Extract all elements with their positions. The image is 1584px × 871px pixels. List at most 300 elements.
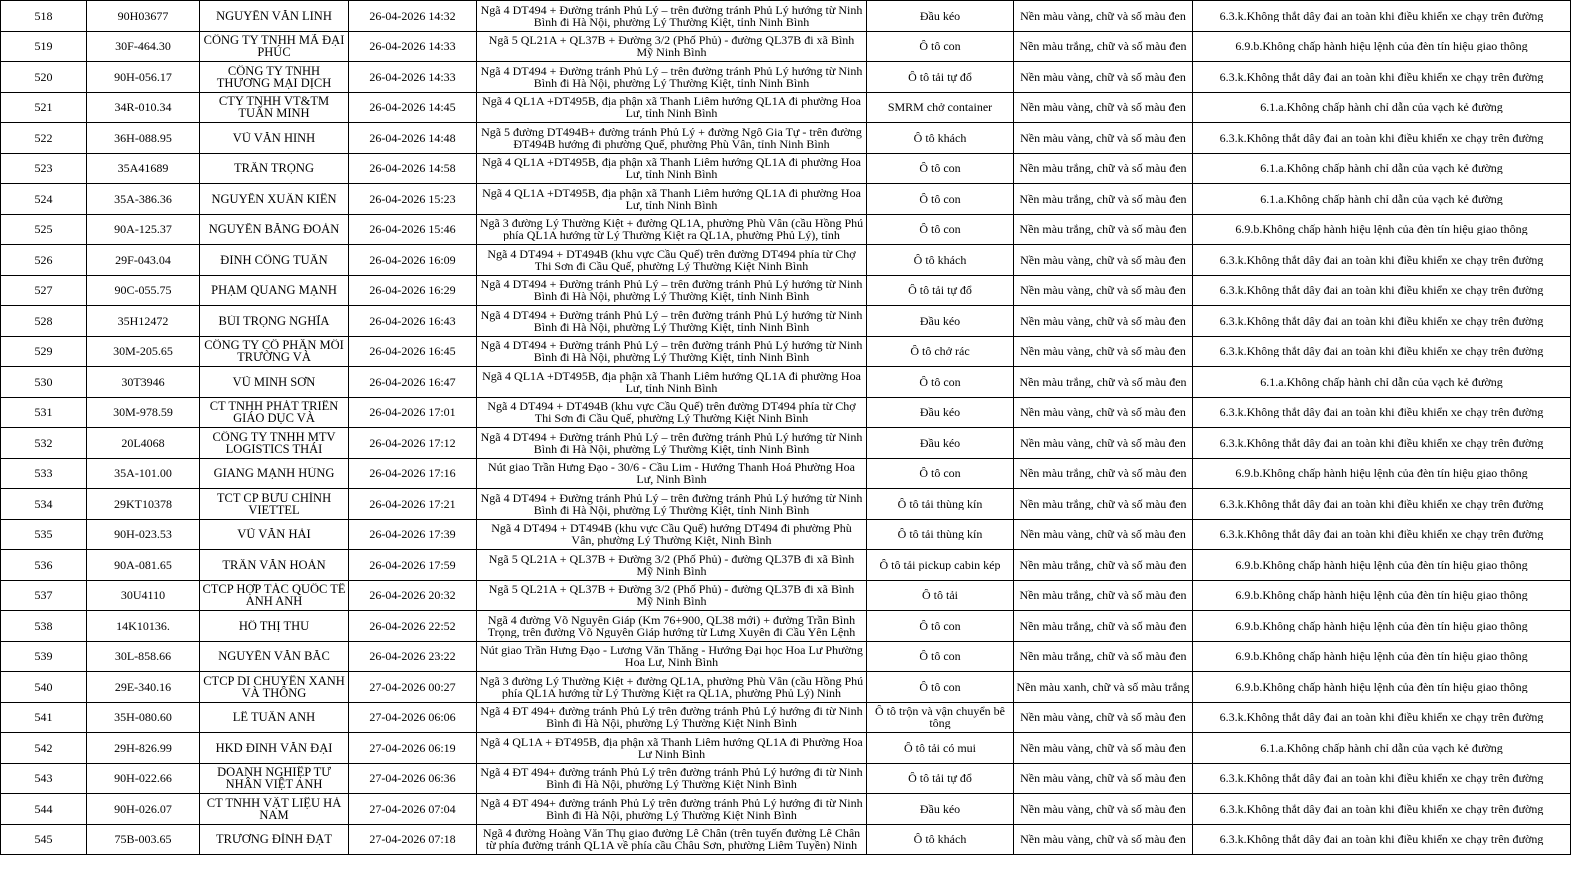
table-row — [1, 489, 1571, 520]
location-cell-text: Ngã 4 QL1A +DT495B, địa phận xã Thanh Liêm hướng QL1A đi phường Hoa Lư, tỉnh Ninh Bình — [482, 95, 861, 120]
plate-number-cell-text: 75B-003.65 — [114, 833, 172, 846]
plate-color-cell — [1014, 123, 1193, 154]
violation-cell-text: 6.9.b.Không chấp hành hiệu lệnh của đèn tín hiệu giao thông — [1235, 650, 1528, 663]
violation-time-cell-text: 26-04-2026 17:16 — [369, 467, 456, 480]
violation-time-cell — [349, 62, 477, 93]
violation-time-cell-text: 26-04-2026 17:59 — [369, 558, 456, 571]
location-cell — [477, 245, 867, 276]
row-number-cell — [1, 397, 87, 428]
violation-cell — [1193, 733, 1571, 764]
row-number-cell-text: 521 — [34, 101, 53, 114]
violation-time-cell — [349, 153, 477, 184]
violation-cell — [1193, 458, 1571, 489]
location-cell-text: Ngã 5 QL21A + QL37B + Đường 3/2 (Phố Phủ) - đường QL37B đi xã Bình Mỹ Ninh Bình — [488, 34, 855, 59]
vehicle-type-cell-text: Ô tô chở rác — [910, 345, 970, 358]
row-number-cell-text: 527 — [34, 284, 53, 297]
table-row — [1, 31, 1571, 62]
row-number-cell — [1, 428, 87, 459]
violation-time-cell — [349, 458, 477, 489]
violation-time-cell-text: 26-04-2026 14:33 — [369, 70, 456, 83]
owner-name-cell — [200, 367, 349, 398]
plate-color-cell-text: Nền màu vàng, chữ và số màu đen — [1020, 802, 1186, 815]
row-number-cell — [1, 214, 87, 245]
violation-cell — [1193, 489, 1571, 520]
vehicle-type-cell — [867, 489, 1014, 520]
vehicle-type-cell — [867, 306, 1014, 337]
vehicle-type-cell — [867, 702, 1014, 733]
vehicle-type-cell — [867, 397, 1014, 428]
row-number-cell-text: 524 — [34, 192, 53, 205]
row-number-cell — [1, 31, 87, 62]
plate-color-cell-text: Nền màu vàng, chữ và số màu đen — [1020, 772, 1186, 785]
violation-cell-text: 6.9.b.Không chấp hành hiệu lệnh của đèn tín hiệu giao thông — [1235, 619, 1528, 632]
row-number-cell-text: 529 — [34, 345, 53, 358]
violation-time-cell — [349, 123, 477, 154]
owner-name-cell-text: CTCP DI CHUYỂN XANH VÀ THÔNG — [203, 674, 345, 699]
vehicle-type-cell — [867, 92, 1014, 123]
location-cell-text: Ngã 4 DT494 + Đường tránh Phủ Lý – trên đường tránh Phủ Lý hướng từ Ninh Bình đi Hà Nội, phường Lý Thường Kiệt, tỉnh Ninh Bình — [480, 430, 863, 455]
violation-time-cell-text: 27-04-2026 07:18 — [369, 833, 456, 846]
violation-time-cell-text: 26-04-2026 14:58 — [369, 162, 456, 175]
plate-number-cell-text: 30F-464.30 — [115, 40, 171, 53]
location-cell — [477, 306, 867, 337]
violation-cell-text: 6.3.k.Không thắt dây đai an toàn khi điều khiển xe chạy trên đường — [1219, 497, 1544, 510]
row-number-cell-text: 520 — [34, 70, 53, 83]
vehicle-type-cell-text: Ô tô con — [919, 619, 961, 632]
violation-time-cell — [349, 824, 477, 855]
row-number-cell — [1, 763, 87, 794]
vehicle-type-cell-text: Ô tô con — [919, 680, 961, 693]
owner-name-cell-text: CTCP HỢP TÁC QUỐC TẾ ANH ANH — [202, 583, 346, 608]
location-cell-text: Nút giao Trần Hưng Đạo - Lương Văn Thăng - Hướng Đại học Hoa Lư Phường Hoa Lư, Ninh Bình — [480, 644, 863, 669]
owner-name-cell — [200, 550, 349, 581]
plate-number-cell-text: 29E-340.16 — [114, 680, 172, 693]
owner-name-cell — [200, 611, 349, 642]
owner-name-cell-text: CTY TNHH VT&TM TUẤN MINH — [218, 95, 330, 120]
vehicle-type-cell — [867, 519, 1014, 550]
violation-cell-text: 6.9.b.Không chấp hành hiệu lệnh của đèn tín hiệu giao thông — [1235, 558, 1528, 571]
owner-name-cell-text: ĐINH CÔNG TUẤN — [220, 253, 328, 266]
owner-name-cell-text: CT TNHH VẬT LIỆU HÀ NAM — [206, 796, 342, 821]
plate-color-cell — [1014, 92, 1193, 123]
owner-name-cell — [200, 153, 349, 184]
plate-color-cell-text: Nền màu vàng, chữ và số màu đen — [1020, 345, 1186, 358]
owner-name-cell-text: NGUYỄN BẰNG ĐOÀN — [208, 223, 340, 236]
violation-time-cell-text: 26-04-2026 17:12 — [369, 436, 456, 449]
owner-name-cell — [200, 306, 349, 337]
violation-cell — [1193, 672, 1571, 703]
owner-name-cell — [200, 92, 349, 123]
violation-time-cell — [349, 184, 477, 215]
vehicle-type-cell — [867, 824, 1014, 855]
owner-name-cell — [200, 1, 349, 32]
row-number-cell — [1, 458, 87, 489]
row-number-cell — [1, 92, 87, 123]
vehicle-type-cell — [867, 733, 1014, 764]
location-cell-text: Ngã 4 DT494 + DT494B (khu vực Cầu Quế) trên đường DT494 phía từ Chợ Thi Sơn đi Cầu Quế, phường Lý Thường Kiệt Ninh Bình — [487, 247, 856, 272]
row-number-cell-text: 518 — [34, 9, 53, 22]
plate-color-cell — [1014, 733, 1193, 764]
location-cell — [477, 428, 867, 459]
plate-number-cell — [87, 1, 200, 32]
row-number-cell-text: 540 — [34, 680, 53, 693]
location-cell-text: Ngã 4 DT494 + Đường tránh Phủ Lý – trên đường tránh Phủ Lý hướng từ Ninh Bình đi Hà Nội, phường Lý Thường Kiệt, tỉnh Ninh Bình — [480, 278, 863, 303]
plate-color-cell — [1014, 153, 1193, 184]
plate-number-cell-text: 29H-826.99 — [114, 741, 172, 754]
plate-color-cell-text: Nền màu trắng, chữ và số màu đen — [1019, 375, 1187, 388]
location-cell-text: Ngã 4 DT494 + DT494B (khu vực Cầu Quế) trên đường DT494 phía từ Chợ Thi Sơn đi Cầu Quế, phường Lý Thường Kiệt Ninh Bình — [487, 400, 856, 425]
violation-time-cell — [349, 367, 477, 398]
violation-cell — [1193, 794, 1571, 825]
violation-cell-text: 6.3.k.Không thắt dây đai an toàn khi điều khiển xe chạy trên đường — [1219, 528, 1544, 541]
row-number-cell-text: 530 — [34, 375, 53, 388]
table-row — [1, 763, 1571, 794]
plate-number-cell — [87, 428, 200, 459]
row-number-cell — [1, 733, 87, 764]
location-cell-text: Ngã 5 đường DT494B+ đường tránh Phủ Lý + đường Ngô Gia Tự - trên đường ĐT494B hướng đi phường Quế, phường Phù Vân, tỉnh Ninh Bình — [481, 125, 862, 150]
vehicle-type-cell — [867, 153, 1014, 184]
violation-time-cell-text: 26-04-2026 14:45 — [369, 101, 456, 114]
violation-cell — [1193, 550, 1571, 581]
row-number-cell-text: 535 — [34, 528, 53, 541]
table-row — [1, 794, 1571, 825]
owner-name-cell-text: HỒ THỊ THU — [238, 619, 310, 632]
plate-number-cell — [87, 336, 200, 367]
row-number-cell — [1, 489, 87, 520]
row-number-cell-text: 532 — [34, 436, 53, 449]
location-cell — [477, 763, 867, 794]
violation-time-cell — [349, 92, 477, 123]
violation-time-cell-text: 26-04-2026 16:09 — [369, 253, 456, 266]
violation-cell-text: 6.3.k.Không thắt dây đai an toàn khi điều khiển xe chạy trên đường — [1219, 70, 1544, 83]
row-number-cell — [1, 306, 87, 337]
owner-name-cell-text: GIANG MẠNH HÙNG — [213, 467, 335, 480]
table-row — [1, 428, 1571, 459]
row-number-cell-text: 522 — [34, 131, 53, 144]
plate-number-cell-text: 90H-056.17 — [114, 70, 172, 83]
violation-cell-text: 6.1.a.Không chấp hành chỉ dẫn của vạch kẻ đường — [1260, 375, 1503, 388]
row-number-cell-text: 531 — [34, 406, 53, 419]
plate-color-cell — [1014, 763, 1193, 794]
violation-time-cell-text: 26-04-2026 16:29 — [369, 284, 456, 297]
table-row — [1, 824, 1571, 855]
violation-cell-text: 6.9.b.Không chấp hành hiệu lệnh của đèn tín hiệu giao thông — [1235, 680, 1528, 693]
plate-color-cell — [1014, 611, 1193, 642]
location-cell-text: Ngã 5 QL21A + QL37B + Đường 3/2 (Phố Phủ) - đường QL37B đi xã Bình Mỹ Ninh Bình — [488, 583, 855, 608]
violation-time-cell — [349, 397, 477, 428]
plate-color-cell — [1014, 62, 1193, 93]
plate-number-cell — [87, 550, 200, 581]
violation-cell-text: 6.3.k.Không thắt dây đai an toàn khi điều khiển xe chạy trên đường — [1219, 314, 1544, 327]
violation-cell-text: 6.1.a.Không chấp hành chỉ dẫn của vạch kẻ đường — [1260, 101, 1503, 114]
row-number-cell-text: 519 — [34, 40, 53, 53]
violation-cell-text: 6.9.b.Không chấp hành hiệu lệnh của đèn tín hiệu giao thông — [1235, 589, 1528, 602]
plate-number-cell-text: 90C-055.75 — [114, 284, 172, 297]
row-number-cell-text: 523 — [34, 162, 53, 175]
owner-name-cell — [200, 275, 349, 306]
violation-cell — [1193, 397, 1571, 428]
violation-cell-text: 6.3.k.Không thắt dây đai an toàn khi điều khiển xe chạy trên đường — [1219, 131, 1544, 144]
vehicle-type-cell — [867, 123, 1014, 154]
plate-number-cell-text: 34R-010.34 — [114, 101, 172, 114]
vehicle-type-cell-text: Ô tô trộn và vận chuyển bê tông — [875, 705, 1005, 730]
table-row — [1, 641, 1571, 672]
violation-cell — [1193, 306, 1571, 337]
plate-number-cell-text: 30M-205.65 — [113, 345, 173, 358]
violation-time-cell-text: 27-04-2026 06:36 — [369, 772, 456, 785]
owner-name-cell-text: BÙI TRỌNG NGHĨA — [218, 314, 330, 327]
violation-cell — [1193, 611, 1571, 642]
plate-number-cell — [87, 519, 200, 550]
violation-time-cell-text: 26-04-2026 17:01 — [369, 406, 456, 419]
location-cell — [477, 367, 867, 398]
row-number-cell-text: 525 — [34, 223, 53, 236]
owner-name-cell — [200, 62, 349, 93]
row-number-cell — [1, 245, 87, 276]
plate-number-cell-text: 30U4110 — [120, 589, 166, 602]
owner-name-cell-text: NGUYỄN VĂN LINH — [216, 9, 332, 22]
violation-cell-text: 6.1.a.Không chấp hành chỉ dẫn của vạch kẻ đường — [1260, 192, 1503, 205]
plate-color-cell — [1014, 794, 1193, 825]
row-number-cell — [1, 580, 87, 611]
plate-number-cell — [87, 611, 200, 642]
plate-number-cell-text: 90A-081.65 — [114, 558, 172, 571]
vehicle-type-cell-text: Ô tô khách — [913, 131, 967, 144]
violation-time-cell-text: 27-04-2026 07:04 — [369, 802, 456, 815]
violation-cell-text: 6.3.k.Không thắt dây đai an toàn khi điều khiển xe chạy trên đường — [1219, 345, 1544, 358]
location-cell — [477, 397, 867, 428]
plate-color-cell — [1014, 672, 1193, 703]
location-cell — [477, 153, 867, 184]
plate-color-cell-text: Nền màu trắng, chữ và số màu đen — [1019, 589, 1187, 602]
row-number-cell-text: 526 — [34, 253, 53, 266]
plate-color-cell-text: Nền màu trắng, chữ và số màu đen — [1019, 497, 1187, 510]
plate-number-cell — [87, 123, 200, 154]
violation-cell — [1193, 1, 1571, 32]
vehicle-type-cell-text: Đầu kéo — [919, 314, 961, 327]
violation-time-cell — [349, 641, 477, 672]
vehicle-type-cell — [867, 367, 1014, 398]
location-cell-text: Ngã 3 đường Lý Thường Kiệt + đường QL1A, phường Phù Vân (cầu Hồng Phú phía QL1A hướng từ Lý Thường Kiệt ra QL1A, phường Phủ Lý) Ninh — [479, 674, 864, 699]
location-cell-text: Ngã 3 đường Lý Thường Kiệt + đường QL1A, phường Phù Vân (cầu Hồng Phú phía QL1A hướng từ Lý Thường Kiệt ra QL1A, phường Phủ Lý), tỉnh — [479, 217, 864, 242]
vehicle-type-cell — [867, 550, 1014, 581]
vehicle-type-cell — [867, 62, 1014, 93]
vehicle-type-cell-text: Ô tô tải — [922, 589, 958, 602]
location-cell — [477, 184, 867, 215]
table-row — [1, 611, 1571, 642]
violation-time-cell — [349, 428, 477, 459]
row-number-cell — [1, 1, 87, 32]
violation-time-cell-text: 27-04-2026 00:27 — [369, 680, 456, 693]
vehicle-type-cell-text: Ô tô con — [919, 467, 961, 480]
plate-color-cell — [1014, 31, 1193, 62]
violation-time-cell — [349, 489, 477, 520]
vehicle-type-cell-text: Đầu kéo — [919, 802, 961, 815]
vehicle-type-cell — [867, 641, 1014, 672]
row-number-cell-text: 528 — [34, 314, 53, 327]
violation-cell — [1193, 702, 1571, 733]
table-row — [1, 123, 1571, 154]
violation-time-cell — [349, 214, 477, 245]
plate-color-cell-text: Nền màu trắng, chữ và số màu đen — [1019, 467, 1187, 480]
violation-time-cell — [349, 275, 477, 306]
table-row — [1, 62, 1571, 93]
vehicle-type-cell-text: Ô tô khách — [913, 833, 967, 846]
plate-number-cell-text: 30M-978.59 — [113, 406, 173, 419]
plate-number-cell — [87, 580, 200, 611]
violation-cell — [1193, 580, 1571, 611]
violation-time-cell-text: 26-04-2026 16:47 — [369, 375, 456, 388]
location-cell-text: Ngã 4 QL1A + ĐT495B, địa phận xã Thanh Liêm hướng QL1A đi Phường Hoa Lư Ninh Bình — [480, 735, 863, 760]
table-row — [1, 550, 1571, 581]
location-cell — [477, 31, 867, 62]
vehicle-type-cell — [867, 763, 1014, 794]
plate-color-cell — [1014, 580, 1193, 611]
plate-color-cell-text: Nền màu vàng, chữ và số màu đen — [1020, 101, 1186, 114]
vehicle-type-cell-text: Ô tô con — [919, 650, 961, 663]
violation-time-cell-text: 26-04-2026 15:46 — [369, 223, 456, 236]
violation-time-cell-text: 26-04-2026 16:43 — [369, 314, 456, 327]
violation-time-cell-text: 26-04-2026 23:22 — [369, 650, 456, 663]
table-row — [1, 153, 1571, 184]
vehicle-type-cell — [867, 31, 1014, 62]
row-number-cell-text: 538 — [34, 619, 53, 632]
location-cell-text: Ngã 4 DT494 + DT494B (khu vực Cầu Quế) hướng DT494 đi phường Phù Vân, phường Lý Thường Kiệt, Ninh Bình — [491, 522, 852, 547]
table-row — [1, 397, 1571, 428]
owner-name-cell-text: NGUYỄN VĂN BẮC — [218, 650, 330, 663]
violation-time-cell-text: 26-04-2026 14:33 — [369, 40, 456, 53]
vehicle-type-cell-text: Đầu kéo — [919, 406, 961, 419]
violation-cell — [1193, 641, 1571, 672]
plate-number-cell — [87, 275, 200, 306]
violation-cell-text: 6.1.a.Không chấp hành chỉ dẫn của vạch kẻ đường — [1260, 741, 1503, 754]
owner-name-cell — [200, 31, 349, 62]
vehicle-type-cell — [867, 214, 1014, 245]
row-number-cell-text: 533 — [34, 467, 53, 480]
plate-color-cell-text: Nền màu vàng, chữ và số màu đen — [1020, 9, 1186, 22]
table-row — [1, 580, 1571, 611]
violation-cell — [1193, 214, 1571, 245]
location-cell — [477, 214, 867, 245]
plate-color-cell — [1014, 458, 1193, 489]
plate-color-cell-text: Nền màu vàng, chữ và số màu đen — [1020, 406, 1186, 419]
plate-number-cell — [87, 31, 200, 62]
plate-color-cell-text: Nền màu trắng, chữ và số màu đen — [1019, 162, 1187, 175]
location-cell — [477, 458, 867, 489]
row-number-cell-text: 542 — [34, 741, 53, 754]
location-cell — [477, 580, 867, 611]
violation-time-cell-text: 26-04-2026 16:45 — [369, 345, 456, 358]
row-number-cell — [1, 641, 87, 672]
location-cell — [477, 92, 867, 123]
owner-name-cell — [200, 428, 349, 459]
owner-name-cell — [200, 245, 349, 276]
table-row — [1, 306, 1571, 337]
violation-cell-text: 6.9.b.Không chấp hành hiệu lệnh của đèn tín hiệu giao thông — [1235, 223, 1528, 236]
vehicle-type-cell — [867, 275, 1014, 306]
plate-color-cell — [1014, 641, 1193, 672]
plate-color-cell — [1014, 214, 1193, 245]
plate-color-cell-text: Nền màu vàng, chữ và số màu đen — [1020, 436, 1186, 449]
plate-number-cell — [87, 367, 200, 398]
vehicle-type-cell-text: Đầu kéo — [919, 436, 961, 449]
owner-name-cell — [200, 123, 349, 154]
owner-name-cell-text: CÔNG TY TNHH MÃ ĐẠI PHÚC — [203, 34, 345, 59]
plate-color-cell-text: Nền màu vàng, chữ và số màu đen — [1020, 314, 1186, 327]
vehicle-type-cell — [867, 184, 1014, 215]
plate-color-cell — [1014, 519, 1193, 550]
table-row — [1, 367, 1571, 398]
location-cell — [477, 550, 867, 581]
plate-number-cell-text: 30T3946 — [121, 375, 165, 388]
owner-name-cell-text: LÊ TUẤN ANH — [232, 711, 316, 724]
location-cell — [477, 62, 867, 93]
location-cell-text: Ngã 4 DT494 + Đường tránh Phủ Lý – trên đường tránh Phủ Lý hướng từ Ninh Bình đi Hà Nội, phường Lý Thường Kiệt, tỉnh Ninh Bình — [480, 491, 863, 516]
row-number-cell — [1, 123, 87, 154]
plate-number-cell-text: 20L4068 — [121, 436, 165, 449]
plate-color-cell — [1014, 184, 1193, 215]
violation-time-cell — [349, 306, 477, 337]
violation-time-cell-text: 26-04-2026 17:39 — [369, 528, 456, 541]
plate-number-cell — [87, 763, 200, 794]
row-number-cell — [1, 153, 87, 184]
vehicle-type-cell — [867, 580, 1014, 611]
owner-name-cell-text: DOANH NGHIỆP TƯ NHÂN VIỆT ANH — [217, 766, 331, 791]
table-row — [1, 702, 1571, 733]
plate-number-cell — [87, 824, 200, 855]
vehicle-type-cell — [867, 336, 1014, 367]
vehicle-type-cell — [867, 245, 1014, 276]
location-cell — [477, 1, 867, 32]
owner-name-cell — [200, 214, 349, 245]
owner-name-cell-text: VŨ MINH SƠN — [232, 375, 316, 388]
plate-color-cell-text: Nền màu vàng, chữ và số màu đen — [1020, 833, 1186, 846]
violation-cell — [1193, 92, 1571, 123]
vehicle-type-cell-text: Ô tô tải pickup cabin kép — [879, 558, 1001, 571]
plate-color-cell-text: Nền màu vàng, chữ và số màu đen — [1020, 528, 1186, 541]
plate-number-cell-text: 29KT10378 — [114, 497, 172, 510]
location-cell — [477, 733, 867, 764]
owner-name-cell — [200, 794, 349, 825]
vehicle-type-cell — [867, 611, 1014, 642]
table-row — [1, 1, 1571, 32]
table-row — [1, 245, 1571, 276]
plate-number-cell — [87, 92, 200, 123]
row-number-cell — [1, 519, 87, 550]
vehicle-type-cell-text: Ô tô tải tự đổ — [908, 772, 972, 785]
table-row — [1, 519, 1571, 550]
row-number-cell — [1, 794, 87, 825]
plate-color-cell-text: Nền màu trắng, chữ và số màu đen — [1019, 619, 1187, 632]
owner-name-cell-text: CÔNG TY TNHH THƯƠNG MẠI DỊCH — [216, 64, 332, 89]
violation-cell-text: 6.3.k.Không thắt dây đai an toàn khi điều khiển xe chạy trên đường — [1219, 802, 1544, 815]
owner-name-cell-text: TRƯƠNG ĐÌNH ĐẠT — [216, 833, 332, 846]
violation-time-cell-text: 26-04-2026 17:21 — [369, 497, 456, 510]
owner-name-cell-text: VŨ VĂN HẢI — [237, 528, 311, 541]
owner-name-cell-text: CÔNG TY CỔ PHẦN MÔI TRƯỜNG VÀ — [204, 339, 344, 364]
plate-color-cell — [1014, 428, 1193, 459]
location-cell-text: Ngã 4 ĐT 494+ đường tránh Phủ Lý trên đường tránh Phủ Lý hướng đi từ Ninh Bình đi Hà Nội, phường Lý Thường Kiệt Ninh Bình — [480, 766, 863, 791]
plate-number-cell-text: 90H-023.53 — [114, 528, 172, 541]
plate-number-cell — [87, 184, 200, 215]
row-number-cell-text: 534 — [34, 497, 53, 510]
vehicle-type-cell — [867, 672, 1014, 703]
plate-number-cell-text: 35A-386.36 — [114, 192, 172, 205]
plate-color-cell-text: Nền màu vàng, chữ và số màu đen — [1020, 284, 1186, 297]
table-row — [1, 184, 1571, 215]
vehicle-type-cell — [867, 1, 1014, 32]
violation-cell — [1193, 123, 1571, 154]
